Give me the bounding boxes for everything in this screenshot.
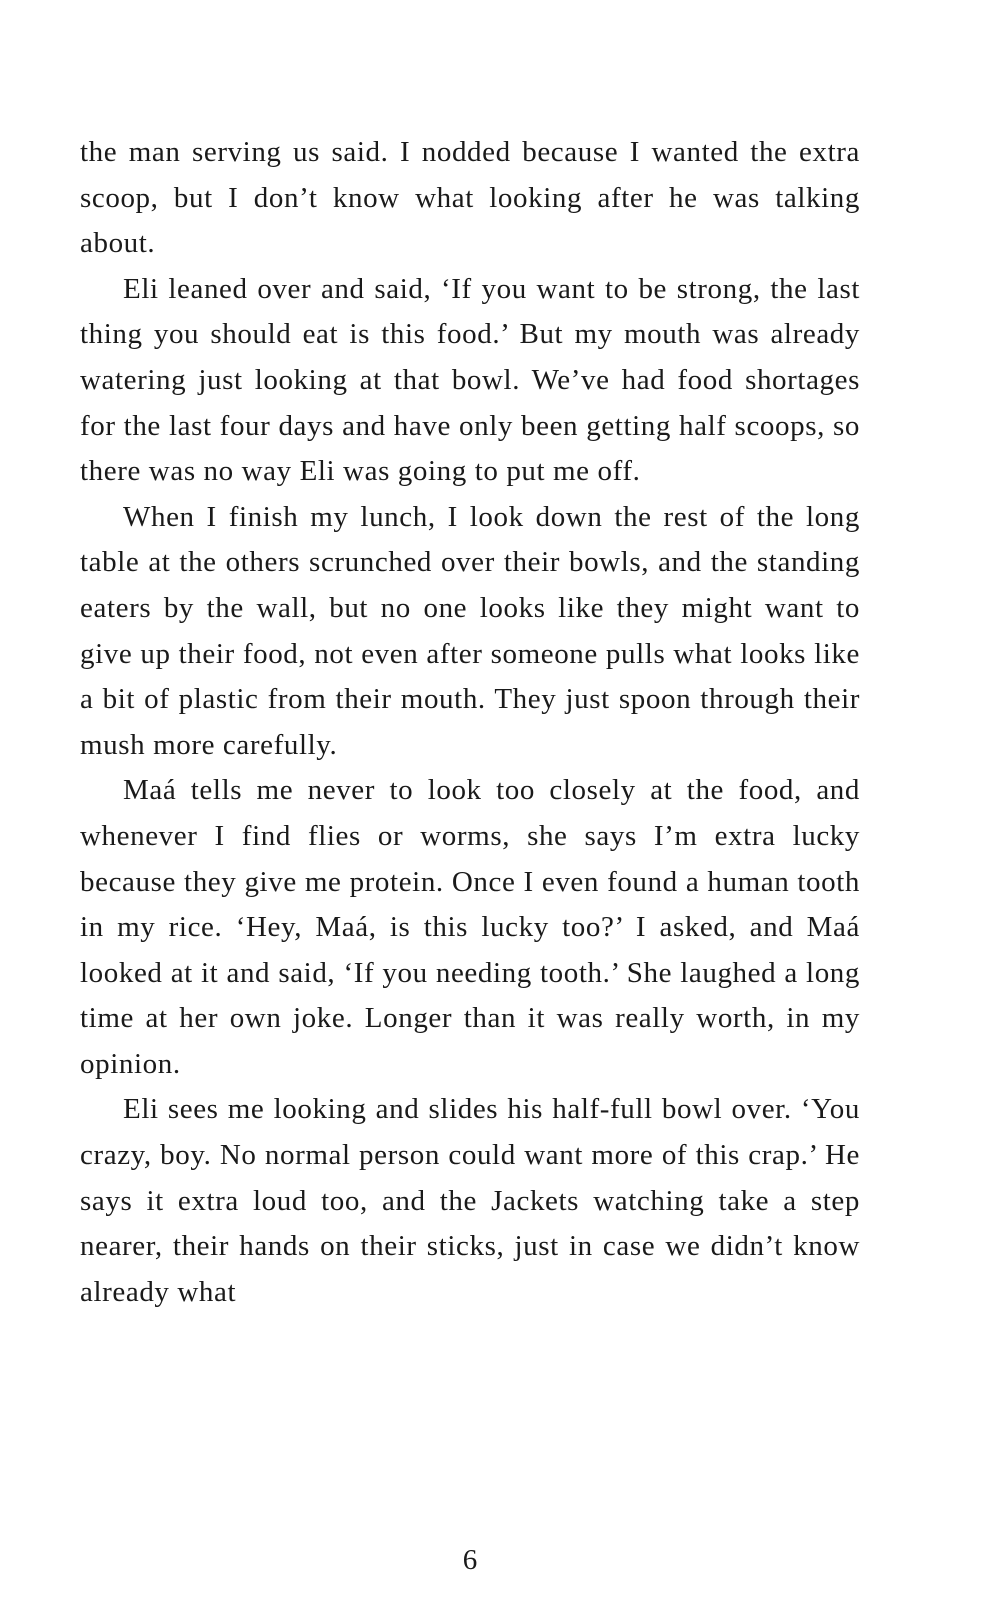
body-text <box>80 130 860 1315</box>
paragraph-1: the man serving us said. I nodded because I wanted the extra scoop, but I don’t know what looking after he was talking about. <box>80 136 860 260</box>
page-number: 6 <box>462 1544 478 1576</box>
paragraph-3: When I finish my lunch, I look down the rest of the long table at the others scrunched over their bowls, and the standing eaters by the wall, but no one looks like they might want to give up their food, not even after someone pulls what looks like a bit of plastic from their mouth. They just spoon through their mush more carefully. <box>80 500 860 761</box>
paragraph-4: Maá tells me never to look too closely at the food, and whenever I find flies or worms, she says I’m extra lucky because they give me protein. Once I even found a human tooth in my rice. ‘Hey, Maá, is this lucky too?’ I asked, and Maá looked at it and said, ‘If you needing tooth.’ She laughed a long time at her own joke. Longer than it was really worth, in my opinion. <box>80 774 860 1080</box>
paragraph-5: Eli sees me looking and slides his half-full bowl over. ‘You crazy, boy. No normal person could want more of this crap.’ He says it extra loud too, and the Jackets watching take a step nearer, their hands on their sticks, just in case we didn’t know already what <box>80 1093 860 1308</box>
paragraph-2: Eli leaned over and said, ‘If you want to be strong, the last thing you should eat is this food.’ But my mouth was already watering just looking at that bowl. We’ve had food shortages for the last four days and have only been getting half scoops, so there was no way Eli was going to put me off. <box>80 272 860 488</box>
